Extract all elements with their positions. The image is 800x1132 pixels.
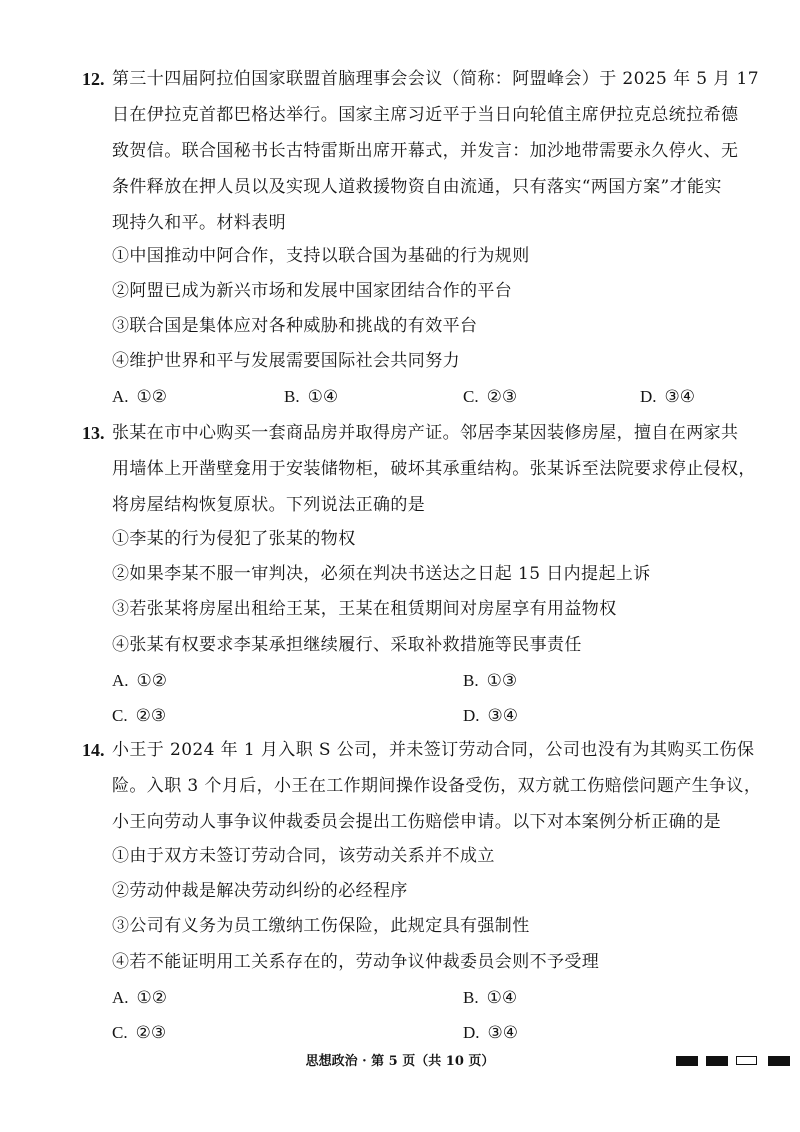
choice-c[interactable]	[112, 698, 166, 734]
question-number: 12.	[82, 69, 105, 89]
choice-text: ①②	[136, 387, 168, 407]
choice-c[interactable]	[112, 1015, 166, 1051]
filled-block-icon	[676, 1056, 698, 1066]
statement-item: ②如果李某不服一审判决，必须在判决书送达之日起 15 日内提起上诉	[112, 564, 651, 584]
choice-letter: A.	[112, 671, 129, 690]
choice-text: ③④	[664, 387, 696, 407]
choice-a[interactable]	[112, 663, 167, 699]
choice-text: ①④	[486, 988, 518, 1008]
stem-line: 日在伊拉克首都巴格达举行。国家主席习近平于当日向轮值主席伊拉克总统拉希德	[112, 105, 739, 125]
choice-a[interactable]	[112, 980, 167, 1016]
statement-item: ①由于双方未签订劳动合同，该劳动关系并不成立	[112, 846, 495, 866]
choice-b[interactable]	[463, 663, 517, 699]
choice-d[interactable]	[640, 379, 695, 415]
stem-line: 小王于 2024 年 1 月入职 S 公司，并未签订劳动合同，公司也没有为其购买工伤保	[112, 740, 755, 760]
question-number: 13.	[82, 423, 105, 443]
choice-letter: B.	[463, 671, 479, 690]
choice-c[interactable]	[463, 379, 517, 415]
choice-b[interactable]	[284, 379, 338, 415]
hollow-block-icon	[736, 1056, 757, 1065]
statement-item: ④维护世界和平与发展需要国际社会共同努力	[112, 351, 460, 371]
stem-line: 致贺信。联合国秘书长古特雷斯出席开幕式，并发言：加沙地带需要永久停火、无	[112, 141, 739, 161]
choice-text: ②③	[135, 706, 167, 726]
page-footer: 思想政治 · 第 5 页（共 10 页）	[305, 1054, 495, 1069]
choice-a[interactable]	[112, 379, 167, 415]
statement-item: ④张某有权要求李某承担继续履行、采取补救措施等民事责任	[112, 635, 582, 655]
choice-letter: B.	[284, 387, 300, 406]
choice-letter: B.	[463, 988, 479, 1007]
choice-text: ①③	[486, 671, 518, 691]
stem-line: 张某在市中心购买一套商品房并取得房产证。邻居李某因装修房屋，擅自在两家共	[112, 423, 739, 443]
choice-text: ②③	[135, 1023, 167, 1043]
choice-text: ②③	[486, 387, 518, 407]
choice-letter: D.	[463, 706, 480, 725]
stem-line: 用墙体上开凿壁龛用于安装储物柜，破坏其承重结构。张某诉至法院要求停止侵权，	[112, 459, 756, 479]
choice-letter: C.	[112, 1023, 128, 1042]
statement-item: ③若张某将房屋出租给王某，王某在租赁期间对房屋享有用益物权	[112, 599, 617, 619]
choice-letter: C.	[463, 387, 479, 406]
statement-item: ①中国推动中阿合作，支持以联合国为基础的行为规则	[112, 246, 530, 266]
choice-text: ①②	[136, 671, 168, 691]
stem-line: 险。入职 3 个月后，小王在工作期间操作设备受伤，双方就工伤赔偿问题产生争议，	[112, 776, 762, 796]
filled-block-icon	[706, 1056, 728, 1066]
choice-d[interactable]	[463, 698, 518, 734]
choice-text: ①②	[136, 988, 168, 1008]
question-number: 14.	[82, 740, 105, 760]
choice-letter: D.	[640, 387, 657, 406]
statement-item: ④若不能证明用工关系存在的，劳动争议仲裁委员会则不予受理	[112, 952, 600, 972]
statement-item: ②劳动仲裁是解决劳动纠纷的必经程序	[112, 881, 408, 901]
statement-item: ③联合国是集体应对各种威胁和挑战的有效平台	[112, 316, 478, 336]
stem-line: 小王向劳动人事争议仲裁委员会提出工伤赔偿申请。以下对本案例分析正确的是	[112, 812, 721, 832]
statement-item: ②阿盟已成为新兴市场和发展中国家团结合作的平台	[112, 281, 513, 301]
choice-text: ①④	[307, 387, 339, 407]
statement-item: ①李某的行为侵犯了张某的物权	[112, 529, 356, 549]
stem-line: 条件释放在押人员以及实现人道救援物资自由流通，只有落实“两国方案”才能实	[112, 177, 722, 197]
choice-b[interactable]	[463, 980, 517, 1016]
filled-block-icon	[768, 1056, 790, 1066]
stem-line: 将房屋结构恢复原状。下列说法正确的是	[112, 495, 426, 515]
choice-text: ③④	[487, 706, 519, 726]
choice-letter: A.	[112, 387, 129, 406]
choice-text: ③④	[487, 1023, 519, 1043]
question-stem	[112, 415, 772, 523]
choice-letter: C.	[112, 706, 128, 725]
stem-line: 第三十四届阿拉伯国家联盟首脑理事会会议（简称：阿盟峰会）于 2025 年 5 月 17	[112, 69, 759, 89]
question-stem	[112, 61, 772, 241]
question-stem	[112, 732, 772, 840]
statement-item: ③公司有义务为员工缴纳工伤保险，此规定具有强制性	[112, 916, 530, 936]
stem-line: 现持久和平。材料表明	[112, 213, 286, 233]
choice-letter: D.	[463, 1023, 480, 1042]
choice-letter: A.	[112, 988, 129, 1007]
choice-d[interactable]	[463, 1015, 518, 1051]
